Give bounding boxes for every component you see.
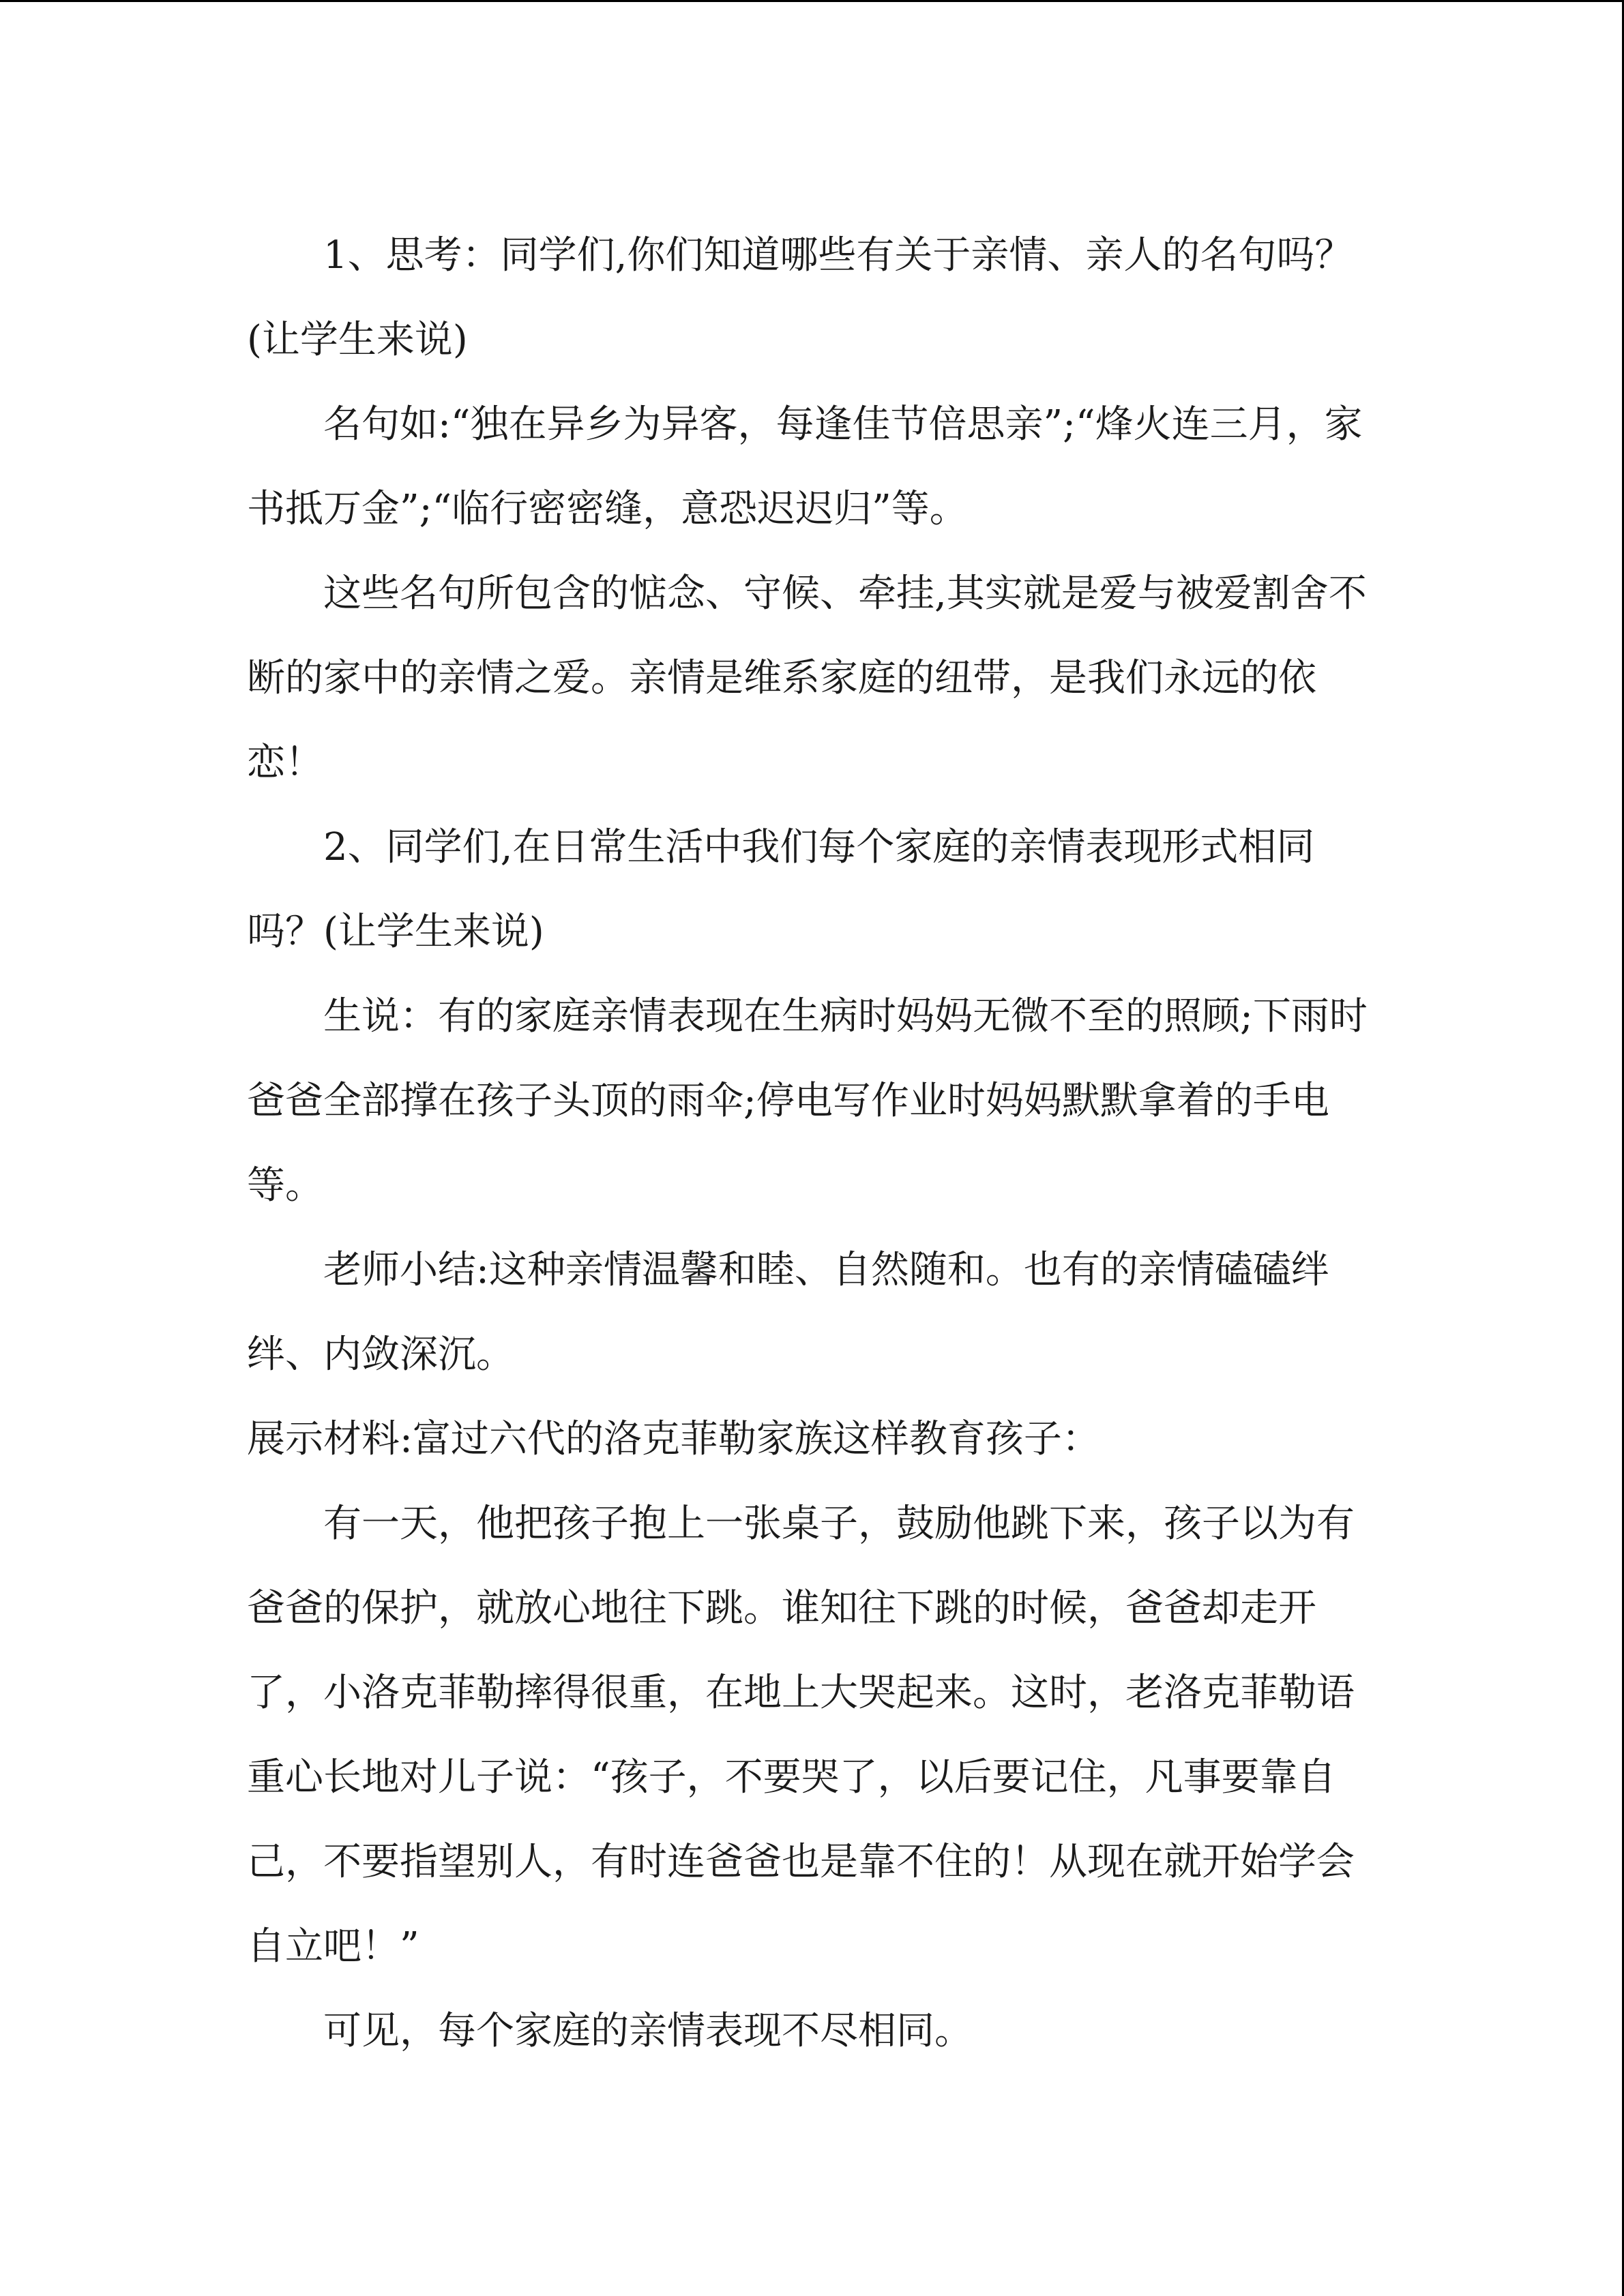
- paragraph-rockefeller-story: 有一天，他把孩子抱上一张桌子，鼓励他跳下来，孩子以为有爸爸的保护，就放心地往下跳。谁知往下跳的时候，爸爸却走开了，小洛克菲勒摔得很重，在地上大哭起来。这时，老洛克菲勒语重心长地对儿子说：“孩子，不要哭了，以后要记住，凡事要靠自己，不要指望别人，有时连爸爸也是靠不住的！从现在就开始学会自立吧！”: [247, 1502, 1355, 1969]
- paragraph-question-1: 1、思考：同学们,你们知道哪些有关于亲情、亲人的名句吗？(让学生来说): [247, 233, 1353, 362]
- paragraph-famous-quotes: 名句如:“独在异乡为异客，每逢佳节倍思亲”;“烽火连三月，家书抵万金”;“临行密密缝，意恐迟迟归”等。: [247, 402, 1363, 531]
- paragraph-question-2: 2、同学们,在日常生活中我们每个家庭的亲情表现形式相同吗？(让学生来说): [247, 825, 1315, 954]
- paragraph-conclusion: 可见，每个家庭的亲情表现不尽相同。: [323, 2009, 973, 2053]
- paragraph-teacher-summary: 老师小结:这种亲情温馨和睦、自然随和。也有的亲情磕磕绊绊、内敛深沉。: [247, 1248, 1329, 1377]
- paragraph-quotes-meaning: 这些名句所包含的惦念、守候、牵挂,其实就是爱与被爱割舍不断的家中的亲情之爱。亲情是维系家庭的纽带，是我们永远的依恋！: [247, 571, 1367, 785]
- paragraph-student-answer: 生说：有的家庭亲情表现在生病时妈妈无微不至的照顾;下雨时爸爸全部撑在孩子头顶的雨伞;停电写作业时妈妈默默拿着的手电等。: [247, 994, 1368, 1208]
- paragraph-material-heading: 展示材料:富过六代的洛克菲勒家族这样教育孩子：: [247, 1417, 1100, 1461]
- document-body: [247, 213, 1379, 2074]
